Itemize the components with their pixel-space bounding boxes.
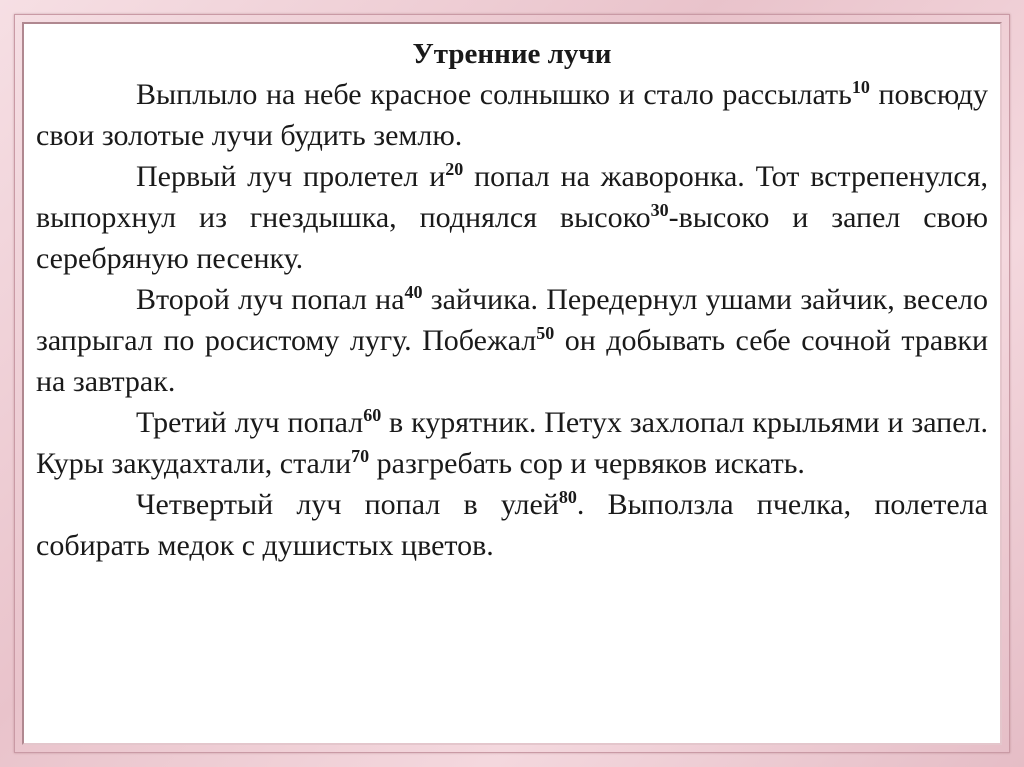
text-run: -высоко и запел свою серебряную песенку. [36, 201, 988, 275]
text-run: зайчика. Передернул ушами зайчик, весело запрыгал по росистому лугу. Побежал [36, 283, 988, 357]
text-run: разгребать сор и червяков искать. [369, 447, 805, 480]
text-run: повсюду свои золотые лучи будить землю. [36, 78, 988, 152]
paragraph-3 [36, 279, 988, 402]
word-count-marker: 60 [363, 405, 382, 425]
word-count-marker: 20 [445, 159, 464, 179]
text-run: . Выползла пчелка, полетела собирать медок с душистых цветов. [36, 488, 988, 562]
word-count-marker: 80 [558, 487, 577, 507]
text-run: он добывать себе сочной травки на завтрак. [36, 324, 988, 398]
word-count-marker: 30 [650, 200, 669, 220]
text-run: Третий луч попал [136, 406, 364, 439]
word-count-marker: 70 [351, 446, 370, 466]
paragraph-2 [36, 156, 988, 279]
text-run: в курятник. Петух захлопал крыльями и запел. Куры закудахтали, стали [36, 406, 989, 480]
text-sheet [22, 22, 1002, 745]
text-run: попал на жаворонка. Тот встрепенулся, выпорхнул из гнездышка, поднялся высоко [36, 160, 988, 234]
paragraph-1 [36, 74, 988, 156]
text-run: Первый луч пролетел и [136, 160, 446, 193]
text-run: Четвертый луч попал в улей [136, 488, 559, 521]
word-count-marker: 50 [536, 323, 555, 343]
text-run: Выплыло на небе красное солнышко и стало рассылать [136, 78, 852, 111]
word-count-marker: 40 [404, 282, 423, 302]
document-title: Утренние лучи [412, 38, 612, 70]
text-run: Второй луч попал на [136, 283, 405, 316]
paragraph-5 [36, 484, 988, 566]
word-count-marker: 10 [851, 77, 870, 97]
paragraph-4 [36, 402, 988, 484]
